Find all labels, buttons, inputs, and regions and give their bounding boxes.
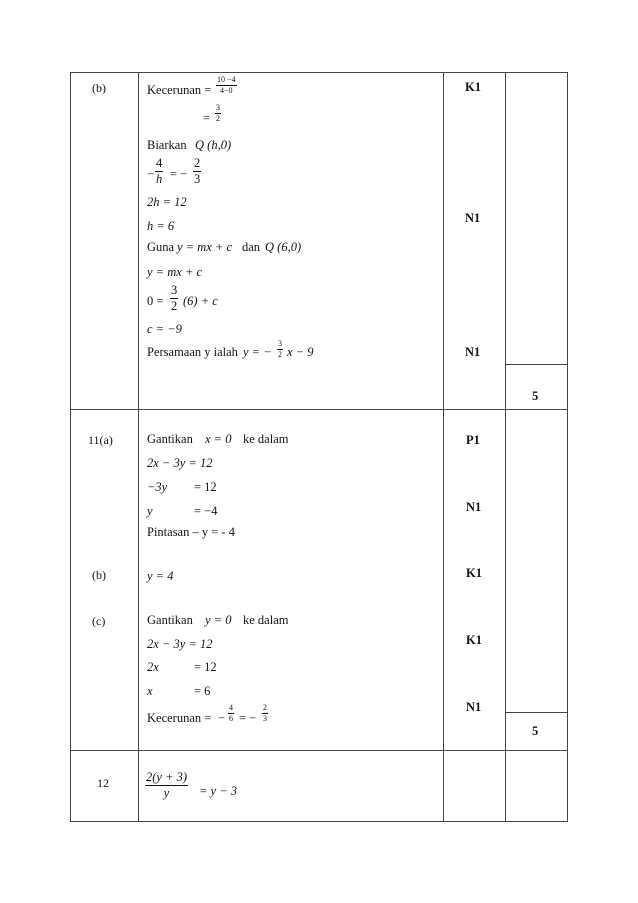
gradient-result-fraction: $\frac{3}{2}$: [216, 103, 220, 123]
equation-line: 2x − 3y = 12: [147, 637, 213, 651]
substitute-label: Gantikan: [147, 613, 193, 627]
question-number: (b): [92, 81, 106, 95]
equation-line-left: 2x: [147, 660, 159, 674]
question-number: 12: [97, 776, 109, 790]
gradient-equals: =: [203, 111, 211, 125]
mark-k1: K1: [465, 80, 481, 94]
intercept-text: Pintasan – y = - 4: [147, 525, 235, 539]
equation-line-left: y: [147, 504, 153, 518]
final-equation-fraction: $\frac{3}{2}$: [278, 339, 282, 359]
equation-line-right: = 12: [194, 660, 217, 674]
total-divider-2: [505, 712, 568, 713]
mark-n1: N1: [466, 700, 482, 714]
total-divider-1: [505, 364, 568, 365]
use-label: Guna: [147, 240, 175, 254]
equation-right: = y − 3: [199, 784, 238, 798]
equation-line-right: = −4: [194, 504, 218, 518]
final-equation-left: y = −: [243, 345, 272, 359]
col-divider-3: [505, 72, 506, 822]
gradient-middle: = −: [239, 711, 257, 725]
row-divider-2: [70, 750, 568, 751]
gradient-fraction: $\frac{2}{3}$: [263, 703, 267, 723]
table-left-border: [70, 72, 71, 822]
question-number: (c): [92, 614, 106, 628]
substitute-equation: y = 0: [205, 613, 232, 627]
question-number: 11(a): [88, 433, 113, 447]
equation-fraction-left: $\frac{4}{h}$: [156, 156, 163, 186]
substitution-left: 0 =: [147, 294, 164, 308]
equation-fraction-right: $\frac{2}{3}$: [194, 156, 201, 186]
mark-k1: K1: [466, 633, 482, 647]
equation-line-right: = 6: [194, 684, 211, 698]
row-total: 5: [532, 389, 539, 403]
equation-c: c = −9: [147, 322, 182, 336]
equation-minus: −: [147, 167, 155, 181]
gradient-fraction: $\frac{10 -4}{4-0}$: [217, 75, 236, 95]
table-bottom-border: [70, 821, 568, 822]
equation-line-left: −3y: [147, 480, 168, 494]
table-right-border: [567, 72, 568, 822]
equation-2h: 2h = 12: [147, 195, 187, 209]
substitute-label: Gantikan: [147, 432, 193, 446]
equation-h: h = 6: [147, 219, 175, 233]
substitution-fraction: $\frac{3}{2}$: [171, 283, 178, 313]
mark-k1: K1: [466, 566, 482, 580]
equation-line-right: = 12: [194, 480, 217, 494]
equation-line: 2x − 3y = 12: [147, 456, 213, 470]
col-divider-1: [138, 72, 139, 822]
col-divider-2: [443, 72, 444, 822]
row-total: 5: [532, 724, 539, 738]
equation-fraction: $\frac{2(y + 3)}{y}$: [146, 770, 188, 800]
equation-middle: = −: [170, 167, 188, 181]
final-equation-right: x − 9: [287, 345, 314, 359]
gradient-minus: −: [218, 711, 226, 725]
gradient-fraction: $\frac{4}{6}$: [229, 703, 233, 723]
use-and: dan: [242, 240, 261, 254]
use-equation: y = mx + c: [177, 240, 233, 254]
mark-n1: N1: [465, 345, 481, 359]
let-label: Biarkan: [147, 138, 187, 152]
final-equation-label: Persamaan y ialah: [147, 345, 238, 359]
let-point: Q (h,0): [195, 138, 232, 152]
mark-n1: N1: [465, 211, 481, 225]
use-point: Q (6,0): [265, 240, 302, 254]
substitute-equation: x = 0: [205, 432, 232, 446]
gradient-label: Kecerunan =: [147, 711, 212, 725]
equation-general: y = mx + c: [147, 265, 203, 279]
equation-line: y = 4: [147, 569, 174, 583]
gradient-label: Kecerunan =: [147, 83, 212, 97]
mark-n1: N1: [466, 500, 482, 514]
substitute-suffix: ke dalam: [243, 432, 289, 446]
question-number: (b): [92, 568, 106, 582]
mark-p1: P1: [466, 433, 480, 447]
substitution-right: (6) + c: [183, 294, 218, 308]
substitute-suffix: ke dalam: [243, 613, 289, 627]
row-divider-1: [70, 409, 568, 410]
table-top-border: [70, 72, 568, 73]
equation-line-left: x: [147, 684, 153, 698]
